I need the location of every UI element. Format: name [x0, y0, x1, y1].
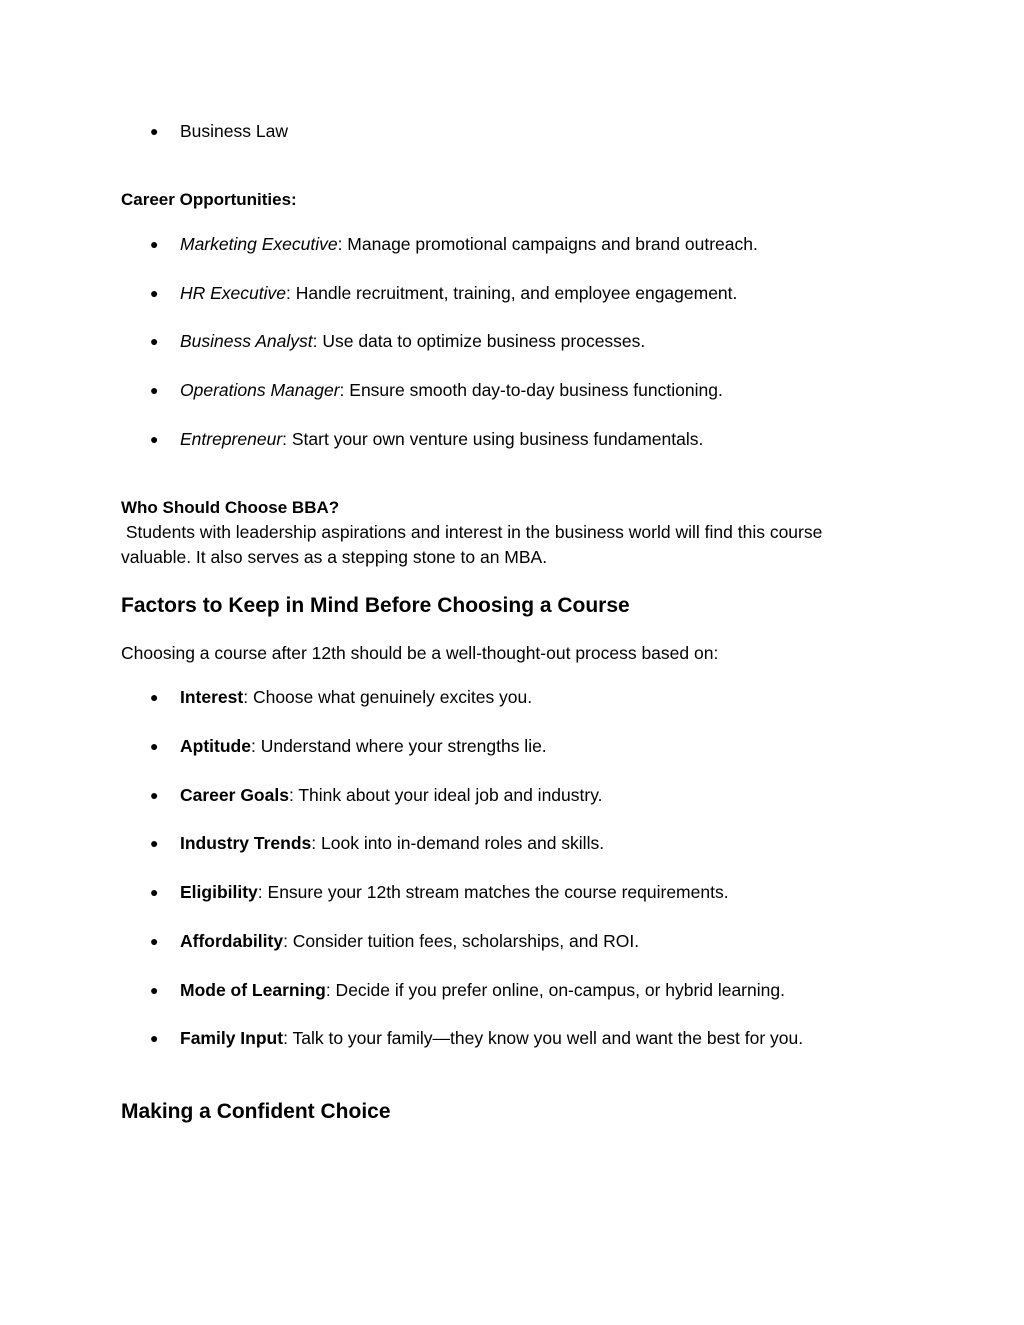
career-opportunities-heading: Career Opportunities: — [121, 190, 297, 209]
career-desc: : Handle recruitment, training, and employee engagement. — [286, 283, 738, 303]
list-item — [150, 330, 645, 352]
factors-intro — [121, 641, 881, 666]
bullet-icon: ● — [150, 431, 159, 447]
bullet-icon: ● — [150, 933, 159, 949]
factor-term: Eligibility — [180, 882, 258, 902]
bullet-icon: ● — [150, 333, 159, 349]
factor-desc: : Look into in-demand roles and skills. — [311, 833, 605, 853]
paragraph-line: Choosing a course after 12th should be a well-thought-out process based on: — [121, 643, 719, 663]
paragraph-line: valuable. It also serves as a stepping stone to an MBA. — [121, 546, 548, 567]
list-item — [150, 832, 604, 854]
factor-desc: : Understand where your strengths lie. — [250, 736, 547, 756]
bullet-icon: ● — [150, 382, 159, 398]
bullet-icon: ● — [150, 236, 159, 252]
bullet-icon: ● — [150, 982, 159, 998]
factor-term: Affordability — [180, 931, 284, 951]
paragraph-line: Students with leadership aspirations and interest in the business world will find this course — [121, 522, 823, 542]
factor-desc: : Ensure your 12th stream matches the course requirements. — [257, 882, 729, 902]
bullet-icon: ● — [150, 738, 159, 754]
who-should-choose-heading: Who Should Choose BBA? — [121, 498, 340, 517]
list-item — [150, 979, 785, 1001]
list-item — [150, 735, 547, 757]
bullet-icon: ● — [150, 1030, 159, 1046]
factor-desc: : Consider tuition fees, scholarships, and ROI. — [283, 931, 640, 951]
factor-term: Industry Trends — [180, 833, 312, 853]
list-item-business-law — [150, 120, 288, 142]
confident-choice-heading: Making a Confident Choice — [121, 1100, 391, 1123]
career-term: Operations Manager — [180, 380, 340, 400]
factor-desc: : Decide if you prefer online, on-campus, or hybrid learning. — [325, 980, 785, 1000]
list-item — [150, 1027, 803, 1049]
list-item — [150, 282, 737, 304]
career-desc: : Ensure smooth day-to-day business functioning. — [339, 380, 723, 400]
factor-term: Interest — [180, 687, 244, 707]
factor-desc: : Talk to your family—they know you well and want the best for you. — [283, 1028, 804, 1048]
bullet-icon: ● — [150, 285, 159, 301]
list-item — [150, 686, 532, 708]
career-term: Business Analyst — [180, 331, 313, 351]
bullet-icon: ● — [150, 787, 159, 803]
factor-desc: : Choose what genuinely excites you. — [243, 687, 533, 707]
list-item-text: Business Law — [180, 121, 288, 141]
career-desc: : Use data to optimize business processes. — [312, 331, 646, 351]
factor-term: Aptitude — [180, 736, 251, 756]
list-item — [150, 930, 639, 952]
bullet-icon: ● — [150, 835, 159, 851]
list-item — [150, 881, 729, 903]
list-item — [150, 428, 703, 450]
factor-term: Mode of Learning — [180, 980, 326, 1000]
factor-term: Career Goals — [180, 785, 289, 805]
bullet-icon: ● — [150, 884, 159, 900]
list-item — [150, 233, 758, 255]
list-item — [150, 379, 723, 401]
career-term: Entrepreneur — [180, 429, 283, 449]
bullet-icon: ● — [150, 689, 159, 705]
factor-desc: : Think about your ideal job and industry. — [288, 785, 603, 805]
who-should-choose-paragraph — [121, 520, 881, 569]
factors-heading: Factors to Keep in Mind Before Choosing a Course — [121, 594, 630, 617]
factor-term: Family Input — [180, 1028, 284, 1048]
career-desc: : Manage promotional campaigns and brand outreach. — [337, 234, 758, 254]
list-item — [150, 784, 603, 806]
career-desc: : Start your own venture using business fundamentals. — [282, 429, 704, 449]
career-term: Marketing Executive — [180, 234, 338, 254]
career-term: HR Executive — [180, 283, 287, 303]
bullet-icon: ● — [150, 123, 159, 139]
